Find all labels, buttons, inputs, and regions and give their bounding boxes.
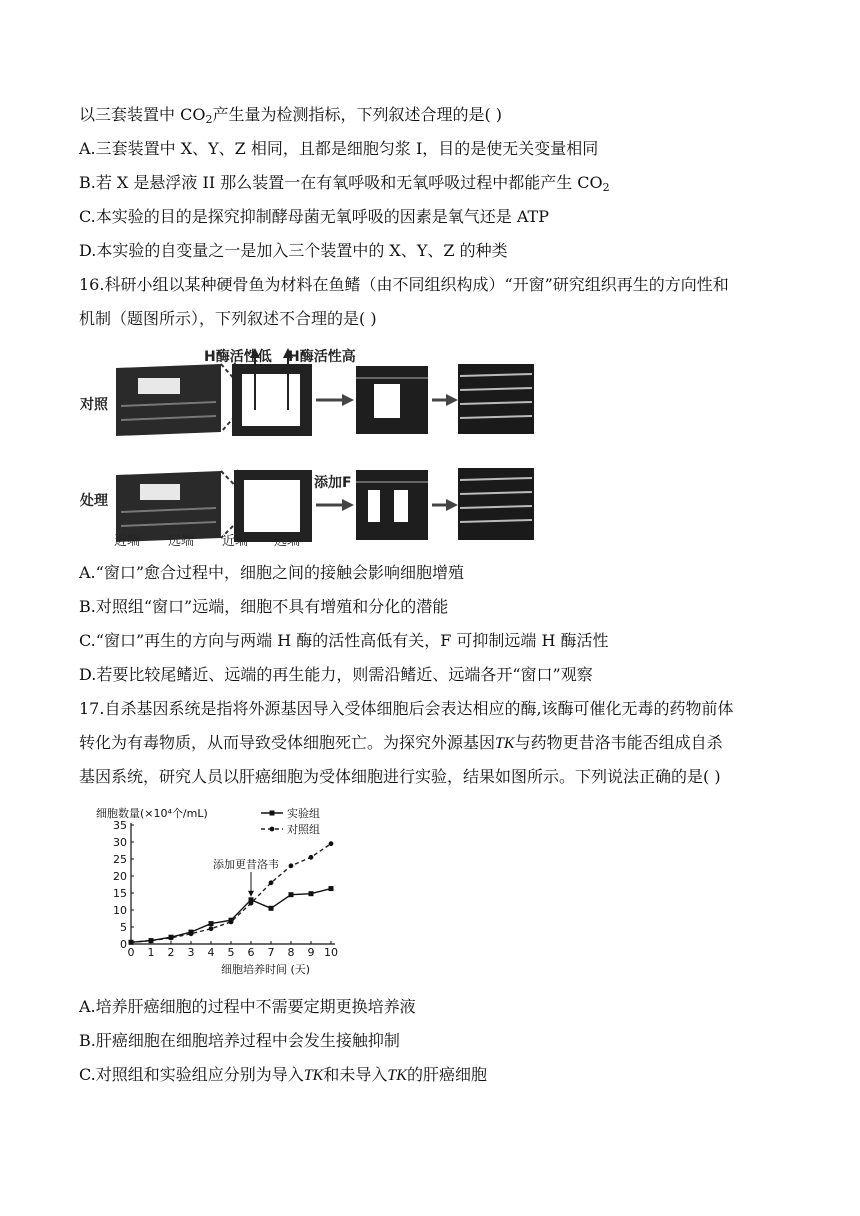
annotation-label: 添加更昔洛韦 — [213, 858, 279, 871]
experimental-point — [309, 891, 314, 896]
control-healing-window — [356, 366, 428, 434]
experimental-point — [149, 938, 154, 943]
y-tick-label: 20 — [113, 870, 127, 883]
x-tick-label: 6 — [247, 946, 255, 959]
control-point — [329, 841, 334, 846]
control-fin — [116, 362, 251, 436]
q16-option-c: C.“窗口”再生的方向与两端 H 酶的活性高低有关，F 可抑制远端 H 酶活性 — [79, 631, 609, 650]
experimental-point — [329, 886, 334, 891]
y-tick-label: 15 — [113, 887, 127, 900]
x-tick-label: 2 — [167, 946, 175, 959]
label-distal-2: 远端 — [274, 534, 301, 549]
q17-option-c: C.对照组和实验组应分别为导入TK和未导入TK的肝癌细胞 — [79, 1065, 487, 1084]
experimental-point — [189, 930, 194, 935]
label-control: 对照 — [80, 397, 108, 413]
q16-stem-line-2: 机制（题图所示），下列叙述不合理的是( ) — [79, 309, 377, 328]
q15-option-b-subscript: 2 — [602, 181, 610, 194]
treated-arrow-2 — [432, 499, 458, 511]
fin-diagram-svg — [76, 340, 546, 555]
q17-option-b: B.肝癌细胞在细胞培养过程中会发生接触抑制 — [79, 1031, 400, 1050]
y-tick-label: 25 — [113, 853, 127, 866]
q15-option-b: B.若 X 是悬浮液 II 那么装置一在有氧呼吸和无氧呼吸过程中都能产生 $CO_2$ — [79, 173, 610, 194]
x-tick-label: 3 — [187, 946, 195, 959]
legend-control-marker — [270, 827, 275, 832]
q17-option-c-tk-2: TK — [387, 1067, 407, 1084]
control-regenerated — [458, 364, 534, 434]
experimental-point — [129, 940, 134, 945]
treated-regenerated — [458, 468, 534, 540]
q17-gene-tk: TK — [495, 735, 515, 752]
q15-stem: 以三套装置中 $CO_2$产生量为检测指标，下列叙述合理的是( ) — [79, 105, 503, 126]
cell-count-chart-svg — [86, 798, 376, 978]
q17-option-a: A.培养肝癌细胞的过程中不需要定期更换培养液 — [79, 997, 416, 1016]
label-distal-1: 远端 — [168, 534, 195, 549]
annotation-arrow-head — [248, 891, 254, 897]
label-proximal-2: 近端 — [222, 534, 249, 549]
q15-option-c: C.本实验的目的是探究抑制酵母菌无氧呼吸的因素是氧气还是 ATP — [79, 207, 549, 226]
x-tick-label: 8 — [287, 946, 295, 959]
q17-option-c-tk-1: TK — [303, 1067, 324, 1084]
y-tick-label: 5 — [120, 921, 127, 934]
experimental-point — [229, 918, 234, 923]
label-h-enzyme-high: H酶活性高 — [288, 349, 356, 365]
label-h-enzyme-low: H酶活性低 — [204, 349, 272, 365]
control-arrow-1 — [316, 394, 354, 406]
label-proximal-1: 近端 — [114, 534, 141, 549]
y-axis-title: 细胞数量(×10⁴个/mL) — [96, 807, 208, 820]
x-tick-label: 0 — [127, 946, 135, 959]
q15-option-a: A.三套装置中 X、Y、Z 相同，且都是细胞匀浆 I，目的是使无关变量相同 — [79, 139, 599, 158]
experimental-point — [169, 935, 174, 940]
q15-option-d: D.本实验的自变量之一是加入三个装置中的 X、Y、Z 的种类 — [79, 241, 508, 260]
label-add-f: 添加F — [314, 475, 352, 491]
control-arrow-2 — [432, 394, 458, 406]
experimental-point — [289, 892, 294, 897]
x-axis-title: 细胞培养时间 (天) — [221, 963, 311, 976]
q17-stem-line-2: 转化为有毒物质，从而导致受体细胞死亡。为探究外源基因TK与药物更昔洛韦能否组成自杀 — [79, 733, 723, 752]
treated-healing-window — [356, 470, 428, 540]
y-tick-label: 10 — [113, 904, 127, 917]
y-tick-label: 35 — [113, 819, 127, 832]
x-tick-label: 1 — [147, 946, 155, 959]
control-point — [269, 880, 274, 885]
treated-arrow-1 — [316, 499, 354, 511]
q16-option-b: B.对照组“窗口”远端，细胞不具有增殖和分化的潜能 — [79, 597, 449, 616]
control-point — [209, 926, 214, 931]
x-tick-label: 5 — [227, 946, 235, 959]
x-tick-label: 9 — [307, 946, 315, 959]
legend-experimental-marker — [270, 811, 275, 816]
q16-stem-line-1: 16.科研小组以某种硬骨鱼为材料在鱼鳍（由不同组织构成）“开窗”研究组织再生的方向性和 — [79, 275, 729, 294]
q16-option-a: A.“窗口”愈合过程中，细胞之间的接触会影响细胞增殖 — [79, 563, 465, 582]
q17-stem-line-3: 基因系统，研究人员以肝癌细胞为受体细胞进行实验，结果如图所示。下列说法正确的是( ) — [79, 767, 721, 786]
control-point — [309, 855, 314, 860]
fin-regeneration-figure — [76, 340, 546, 555]
experimental-point — [249, 897, 254, 902]
q15-stem-subscript: 2 — [205, 113, 213, 126]
control-point — [289, 863, 294, 868]
legend-control-label: 对照组 — [287, 823, 320, 836]
cell-count-chart — [86, 798, 376, 978]
q16-option-d: D.若要比较尾鳍近、远端的再生能力，则需沿鳍近、远端各开“窗口”观察 — [79, 665, 593, 684]
label-treated: 处理 — [80, 493, 108, 509]
x-tick-label: 7 — [267, 946, 275, 959]
y-tick-label: 0 — [120, 938, 127, 951]
q17-stem-line-1: 17.自杀基因系统是指将外源基因导入受体细胞后会表达相应的酶,该酶可催化无毒的药物前体 — [79, 699, 734, 718]
experimental-point — [269, 906, 274, 911]
y-tick-label: 30 — [113, 836, 127, 849]
experimental-point — [209, 921, 214, 926]
series-experimental-line — [131, 889, 331, 943]
x-tick-label: 10 — [324, 946, 338, 959]
x-tick-label: 4 — [207, 946, 215, 959]
legend-experimental-label: 实验组 — [287, 807, 320, 820]
